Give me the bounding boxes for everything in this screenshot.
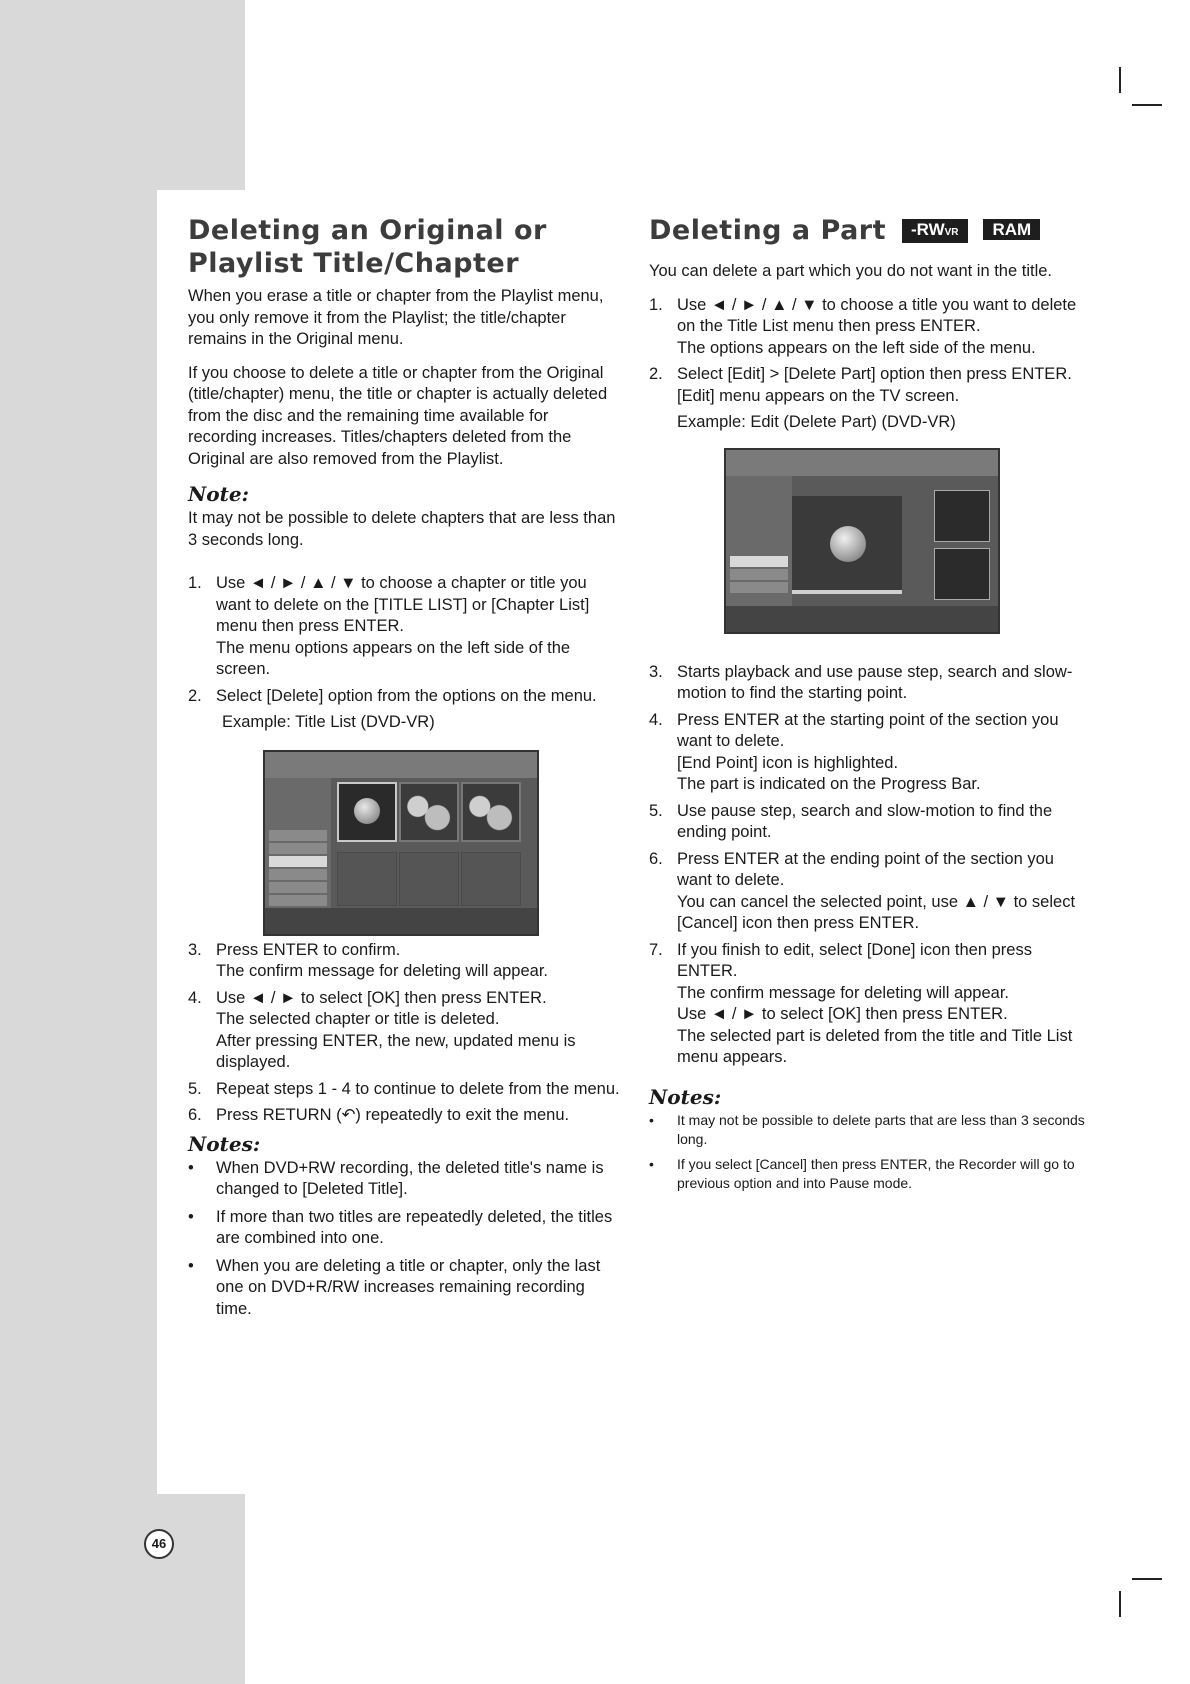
thumbnail-flowers bbox=[399, 782, 459, 842]
thumbnail-flowers bbox=[461, 782, 521, 842]
step-item bbox=[649, 710, 1089, 796]
title-list-screen-image bbox=[263, 750, 539, 936]
step-line: Press ENTER at the starting point of the section you want to delete. bbox=[677, 710, 1059, 750]
badge-label: -RW bbox=[910, 220, 945, 239]
step-number: 1. bbox=[649, 295, 663, 314]
ball-shape bbox=[354, 798, 380, 824]
step-line: Press ENTER to confirm. bbox=[216, 940, 401, 959]
step-number: 7. bbox=[649, 940, 663, 959]
step-line: [Edit] menu appears on the TV screen. bbox=[677, 386, 960, 405]
empty-cell bbox=[461, 852, 521, 906]
menu-item-highlighted bbox=[730, 556, 788, 567]
steps-list-b bbox=[649, 662, 1089, 1069]
notes-heading: Notes: bbox=[649, 1084, 722, 1109]
notes-list bbox=[188, 1158, 620, 1321]
step-line: The selected part is deleted from the title and Title List menu appears. bbox=[677, 1026, 1073, 1066]
step-item bbox=[649, 662, 1089, 705]
step-line: The confirm message for deleting will appear. bbox=[677, 983, 1009, 1002]
left-column bbox=[188, 214, 620, 1326]
screen-header-bar bbox=[726, 450, 998, 476]
screen-footer-bar bbox=[265, 908, 537, 934]
notes-list bbox=[649, 1111, 1089, 1193]
thumbnail-ball bbox=[337, 782, 397, 842]
page-number: 46 bbox=[144, 1529, 174, 1559]
example-caption: Example: Title List (DVD-VR) bbox=[222, 713, 435, 731]
step-item bbox=[649, 849, 1089, 935]
steps-list-a bbox=[188, 573, 620, 707]
intro-paragraph: You can delete a part which you do not want in the title. bbox=[649, 262, 1052, 280]
step-line: You can cancel the selected point, use ▲ / ▼ to select [Cancel] icon then press ENTER. bbox=[677, 892, 1076, 932]
example-caption: Example: Edit (Delete Part) (DVD-VR) bbox=[677, 413, 956, 431]
menu-item bbox=[269, 895, 327, 906]
step-line: Use ◄ / ► to select [OK] then press ENTER. bbox=[677, 1005, 1008, 1023]
step-line: [End Point] icon is highlighted. bbox=[677, 753, 899, 772]
step-number: 6. bbox=[188, 1106, 202, 1124]
notes-heading: Notes: bbox=[188, 1131, 261, 1156]
menu-item bbox=[730, 569, 788, 580]
screen-side-menu bbox=[265, 778, 331, 908]
crop-mark-top-right-vertical bbox=[1119, 67, 1121, 93]
step-number: 2. bbox=[188, 686, 202, 705]
step-line: Use ◄ / ► / ▲ / ▼ to choose a chapter or title you want to delete on the [TITLE LIST] or [Chapter List] menu then press ENTER. bbox=[216, 574, 590, 635]
menu-item bbox=[269, 869, 327, 880]
playback-preview bbox=[792, 496, 902, 591]
empty-cell bbox=[399, 852, 459, 906]
intro-paragraph-1: When you erase a title or chapter from the Playlist menu, you only remove it from the Playlist; the title/chapter remains in the Original menu. bbox=[188, 287, 604, 348]
step-number: 1. bbox=[188, 574, 202, 592]
step-item bbox=[188, 988, 620, 1074]
section-title-text: Deleting a Part bbox=[649, 215, 887, 246]
menu-item bbox=[269, 843, 327, 854]
note-item: • When you are deleting a title or chapter, only the last one on DVD+R/RW increases remaining recording time. bbox=[188, 1256, 620, 1321]
steps-list-b bbox=[188, 940, 620, 1127]
step-number: 5. bbox=[188, 1079, 202, 1098]
ball-shape bbox=[830, 526, 866, 562]
note-text: It may not be possible to delete chapters that are less than 3 seconds long. bbox=[188, 509, 616, 549]
format-badge-ram: RAM bbox=[983, 219, 1040, 240]
step-item bbox=[188, 1105, 620, 1127]
step-number: 4. bbox=[649, 710, 663, 729]
step-number: 3. bbox=[188, 940, 202, 959]
screen-header-bar bbox=[265, 752, 537, 778]
start-point-box bbox=[934, 490, 990, 542]
edit-screen-holder bbox=[649, 440, 1089, 662]
step-item bbox=[188, 573, 620, 681]
step-line: The confirm message for deleting will appear. bbox=[216, 962, 548, 980]
step-line: Press ENTER at the ending point of the section you want to delete. bbox=[677, 849, 1054, 889]
menu-item bbox=[269, 882, 327, 893]
screen-side-menu bbox=[726, 476, 792, 606]
step-line: Press RETURN (↶) repeatedly to exit the menu. bbox=[216, 1106, 570, 1124]
edit-delete-part-screen-image bbox=[724, 448, 1000, 634]
screen-footer-bar bbox=[726, 606, 998, 632]
step-line: Use ◄ / ► / ▲ / ▼ to choose a title you want to delete on the Title List menu then press ENTER. bbox=[677, 295, 1077, 335]
step-line: Starts playback and use pause step, search and slow-motion to find the starting point. bbox=[677, 662, 1073, 702]
right-column bbox=[649, 214, 1089, 1199]
note-item: • When DVD+RW recording, the deleted title's name is changed to [Deleted Title]. bbox=[188, 1158, 620, 1201]
section-title-delete-part bbox=[649, 214, 1089, 247]
note-item: • It may not be possible to delete parts that are less than 3 seconds long. bbox=[649, 1111, 1089, 1149]
step-line: The options appears on the left side of the menu. bbox=[677, 338, 1036, 357]
menu-item bbox=[269, 830, 327, 841]
note-heading: Note: bbox=[188, 482, 249, 506]
title-list-screen-holder bbox=[188, 740, 620, 940]
step-item bbox=[188, 1079, 620, 1101]
step-number: 2. bbox=[649, 365, 663, 383]
step-number: 5. bbox=[649, 801, 663, 820]
step-line: The menu options appears on the left side of the screen. bbox=[216, 638, 571, 678]
step-line: Repeat steps 1 - 4 to continue to delete from the menu. bbox=[216, 1079, 620, 1098]
menu-item-highlighted bbox=[269, 856, 327, 867]
step-line: If you finish to edit, select [Done] icon then press ENTER. bbox=[677, 940, 1032, 980]
step-line: The selected chapter or title is deleted. bbox=[216, 1010, 500, 1028]
step-item bbox=[649, 295, 1089, 360]
step-item bbox=[649, 940, 1089, 1069]
step-item bbox=[649, 801, 1089, 844]
note-item: • If more than two titles are repeatedly deleted, the titles are combined into one. bbox=[188, 1207, 620, 1250]
step-line: The part is indicated on the Progress Bar. bbox=[677, 775, 981, 793]
step-line: Select [Edit] > [Delete Part] option then press ENTER. bbox=[677, 365, 1072, 383]
step-number: 6. bbox=[649, 849, 663, 868]
steps-list-a bbox=[649, 295, 1089, 408]
step-line: Use pause step, search and slow-motion to find the ending point. bbox=[677, 801, 1053, 841]
format-badge-rw-vr bbox=[902, 219, 968, 243]
intro-paragraph-2: If you choose to delete a title or chapter from the Original (title/chapter) menu, the title or chapter is actually deleted from the disc and the remaining time available for recording increases. Titles/chapters deleted from the Original are also removed from the Playlist. bbox=[188, 363, 608, 468]
step-line: Select [Delete] option from the options on the menu. bbox=[216, 686, 597, 705]
step-number: 4. bbox=[188, 988, 202, 1007]
crop-mark-bottom-right-vertical bbox=[1119, 1591, 1121, 1617]
step-item bbox=[188, 686, 620, 708]
crop-mark-bottom-right-horizontal bbox=[1132, 1578, 1162, 1580]
step-number: 3. bbox=[649, 662, 663, 681]
progress-bar bbox=[792, 590, 902, 594]
step-line: After pressing ENTER, the new, updated menu is displayed. bbox=[216, 1031, 576, 1071]
badge-sub-label: VR bbox=[944, 227, 959, 238]
step-item bbox=[188, 940, 620, 983]
section-title-delete-title-chapter: Deleting an Original or Playlist Title/Chapter bbox=[188, 215, 547, 279]
crop-mark-top-right-horizontal bbox=[1132, 104, 1162, 106]
step-line: Use ◄ / ► to select [OK] then press ENTER. bbox=[216, 988, 547, 1007]
note-item: • If you select [Cancel] then press ENTER, the Recorder will go to previous option and into Pause mode. bbox=[649, 1155, 1089, 1193]
empty-cell bbox=[337, 852, 397, 906]
step-item bbox=[649, 364, 1089, 407]
end-point-box bbox=[934, 548, 990, 600]
menu-item bbox=[730, 582, 788, 593]
